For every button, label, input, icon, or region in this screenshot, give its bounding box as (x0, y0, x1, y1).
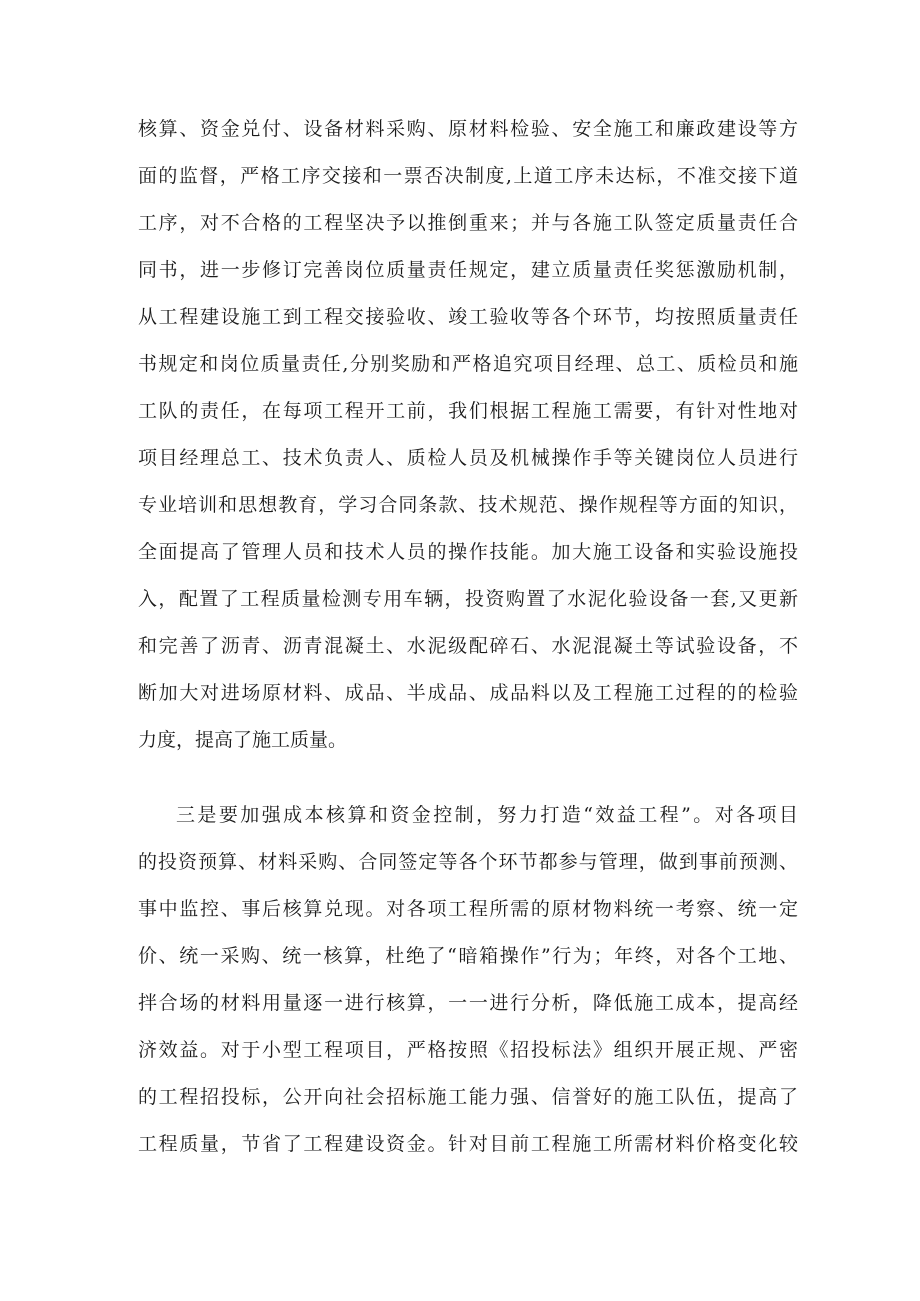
text-line: 工程质量，节省了工程建设资金。针对目前工程施工所需材料价格变化较 (138, 1133, 798, 1155)
text-line: 面的监督，严格工序交接和一票否决制度,上道工序未达标，不准交接下道 (138, 165, 798, 187)
text-line: 核算、资金兑付、设备材料采购、原材料检验、安全施工和廉政建设等方 (138, 118, 798, 140)
text-line: 的工程招投标，公开向社会招标施工能力强、信誉好的施工队伍，提高了 (138, 1086, 798, 1108)
text-line: 专业培训和思想教育，学习合同条款、技术规范、操作规程等方面的知识， (138, 494, 798, 516)
text-line: 入，配置了工程质量检测专用车辆，投资购置了水泥化验设备一套,又更新 (138, 588, 798, 610)
text-line: 事中监控、事后核算兑现。对各项工程所需的原材物料统一考察、统一定 (138, 898, 798, 920)
text-line: 全面提高了管理人员和技术人员的操作技能。加大施工设备和实验设施投 (138, 541, 798, 563)
text-line: 书规定和岗位质量责任,分别奖励和严格追究项目经理、总工、质检员和施 (138, 353, 798, 375)
text-line: 拌合场的材料用量逐一进行核算，一一进行分析，降低施工成本，提高经 (138, 992, 798, 1014)
text-line: 工序，对不合格的工程坚决予以推倒重来；并与各施工队签定质量责任合 (138, 212, 798, 234)
text-line: 价、统一采购、统一核算，杜绝了“暗箱操作”行为；年终，对各个工地、 (138, 945, 798, 967)
text-line: 项目经理总工、技术负责人、质检人员及机械操作手等关键岗位人员进行 (138, 447, 798, 469)
text-line: 从工程建设施工到工程交接验收、竣工验收等各个环节，均按照质量责任 (138, 306, 798, 328)
text-line: 济效益。对于小型工程项目，严格按照《招投标法》组织开展正规、严密 (138, 1039, 798, 1061)
text-line: 工队的责任，在每项工程开工前，我们根据工程施工需要，有针对性地对 (138, 400, 798, 422)
text-line: 和完善了沥青、沥青混凝土、水泥级配碎石、水泥混凝土等试验设备，不 (138, 635, 798, 657)
text-line: 三是要加强成本核算和资金控制，努力打造“效益工程”。对各项目 (176, 804, 798, 826)
text-line: 断加大对进场原材料、成品、半成品、成品料以及工程施工过程的的检验 (138, 682, 798, 704)
text-line: 的投资预算、材料采购、合同签定等各个环节都参与管理，做到事前预测、 (138, 851, 798, 873)
text-line: 同书，进一步修订完善岗位质量责任规定，建立质量责任奖惩激励机制， (138, 259, 798, 281)
text-line: 力度，提高了施工质量。 (138, 729, 348, 751)
